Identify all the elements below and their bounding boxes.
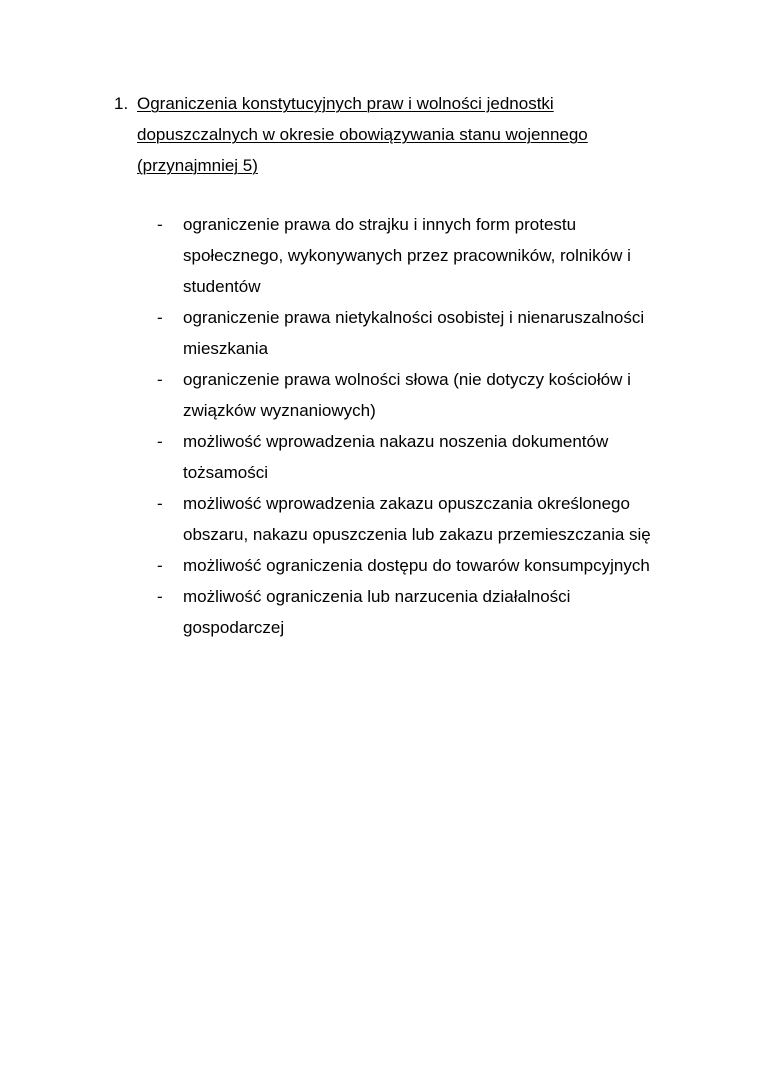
list-item-text: możliwość wprowadzenia zakazu opuszczania określonego obszaru, nakazu opuszczenia lub zakazu przemieszczania się (183, 494, 651, 544)
dash-bullet: - (157, 432, 163, 451)
dash-bullet: - (157, 370, 163, 389)
list-item (157, 488, 697, 550)
list-item (157, 550, 697, 581)
list-item (157, 302, 697, 364)
list-item-text: ograniczenie prawa wolności słowa (nie dotyczy kościołów i związków wyznaniowych) (183, 370, 631, 420)
list-item (157, 581, 697, 643)
list-item-text: ograniczenie prawa nietykalności osobistej i nienaruszalności mieszkania (183, 308, 645, 358)
restrictions-list (157, 209, 697, 643)
list-item-text: możliwość ograniczenia dostępu do towarów konsumpcyjnych (183, 556, 650, 575)
list-item-text: możliwość ograniczenia lub narzucenia działalności gospodarczej (183, 587, 571, 637)
dash-bullet: - (157, 494, 163, 513)
list-item (157, 426, 697, 488)
list-item (157, 209, 697, 302)
dash-bullet: - (157, 215, 163, 234)
list-item (157, 364, 697, 426)
dash-bullet: - (157, 556, 163, 575)
list-item-text: ograniczenie prawa do strajku i innych form protestu społecznego, wykonywanych przez pracowników, rolników i studentów (183, 215, 631, 296)
list-item-text: możliwość wprowadzenia nakazu noszenia dokumentów tożsamości (183, 432, 609, 482)
dash-bullet: - (157, 587, 163, 606)
heading-text: Ograniczenia konstytucyjnych praw i wolności jednostki dopuszczalnych w okresie obowiązywania stanu wojennego (przynajmniej 5) (137, 94, 588, 175)
dash-bullet: - (157, 308, 163, 327)
heading-number: 1. (114, 94, 129, 113)
